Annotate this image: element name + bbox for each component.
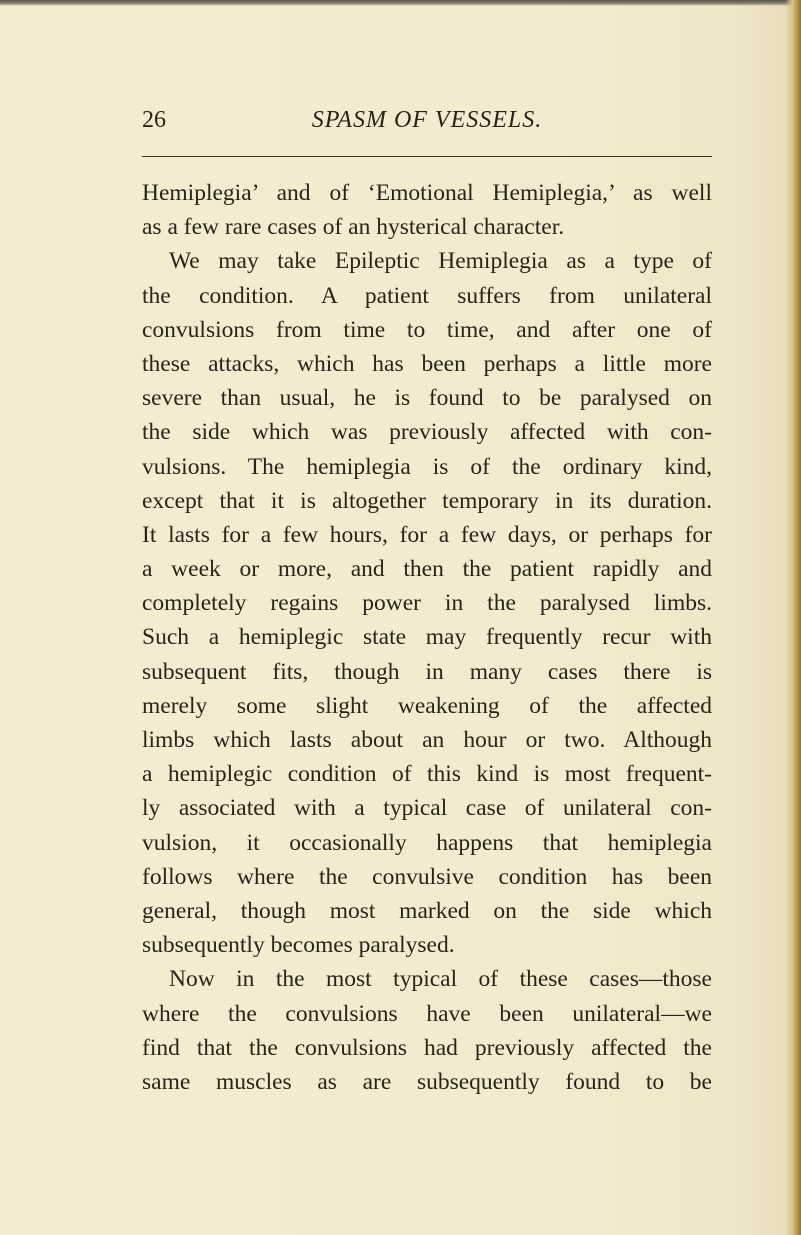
text-line: subsequently becomes paralysed. (142, 932, 455, 959)
text-line: the condition. A patient suffers from unilateral (142, 282, 712, 309)
text-line: Now in the most typical of these cases—those (169, 966, 712, 993)
page-right-edge (785, 0, 801, 1235)
text-line: find that the convulsions had previously affected the (142, 1034, 712, 1061)
body-text (142, 176, 712, 1099)
text-line: Such a hemiplegic state may frequently recur with (142, 624, 712, 651)
text-line: follows where the convulsive condition has been (142, 863, 712, 890)
text-line: a week or more, and then the patient rapidly and (142, 556, 712, 583)
text-line: vulsion, it occasionally happens that hemiplegia (142, 829, 712, 856)
text-line: severe than usual, he is found to be paralysed on (142, 385, 712, 412)
text-line: subsequent fits, though in many cases there is (142, 658, 712, 685)
text-line: where the convulsions have been unilateral—we (142, 1000, 712, 1027)
text-line: convulsions from time to time, and after one of (142, 316, 712, 343)
text-line: We may take Epileptic Hemiplegia as a type of (169, 248, 712, 275)
page-top-edge (0, 0, 801, 6)
page-number: 26 (142, 107, 166, 133)
text-line: a hemiplegic condition of this kind is most frequent- (142, 761, 712, 788)
text-line: these attacks, which has been perhaps a little more (142, 350, 712, 377)
text-line: same muscles as are subsequently found to be (142, 1068, 712, 1095)
text-line: completely regains power in the paralysed limbs. (142, 590, 712, 617)
text-line: limbs which lasts about an hour or two. Although (142, 727, 712, 753)
text-line: merely some slight weakening of the affected (142, 692, 712, 719)
text-line: vulsions. The hemiplegia is of the ordinary kind, (142, 453, 712, 480)
page-header (142, 103, 712, 137)
header-rule (142, 156, 712, 157)
text-line: general, though most marked on the side which (142, 897, 712, 924)
text-line: It lasts for a few hours, for a few days, or perhaps for (142, 521, 712, 548)
running-head: SPASM OF VESSELS. (311, 107, 543, 133)
text-line: as a few rare cases of an hysterical character. (142, 214, 565, 241)
text-line: the side which was previously affected with con- (142, 419, 712, 446)
text-line: ly associated with a typical case of unilateral con- (142, 795, 712, 822)
text-line: Hemiplegia’ and of ‘Emotional Hemiplegia,’ as well (142, 180, 712, 206)
text-line: except that it is altogether temporary in its duration. (142, 487, 712, 514)
